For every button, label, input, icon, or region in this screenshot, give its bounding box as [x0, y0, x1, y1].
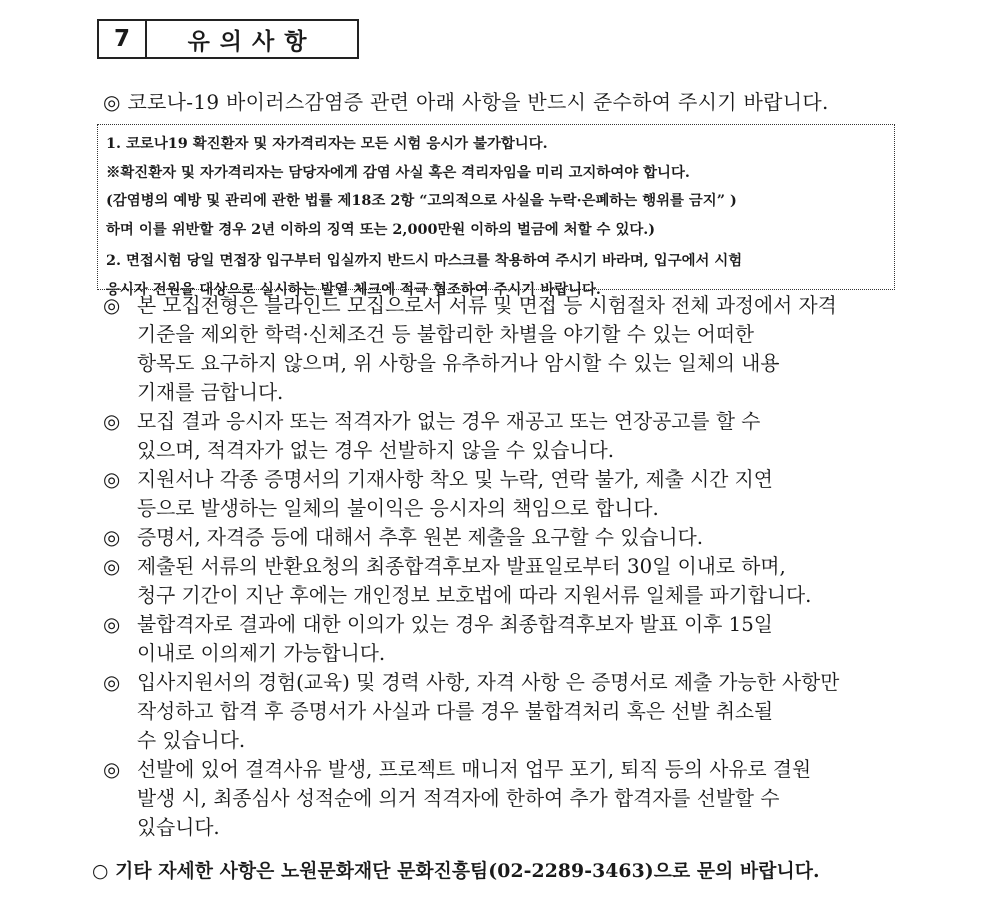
bullet-item — [103, 291, 903, 407]
covid-notice-box — [97, 124, 895, 298]
notice-line: 2. 면접시험 당일 면접장 입구부터 입실까지 반드시 마스크를 착용하여 주시기 바라며, 입구에서 시험 — [106, 252, 743, 270]
section-number: 7 — [99, 21, 147, 57]
intro-line — [103, 86, 829, 115]
bullet-marker: ◎ — [103, 613, 121, 636]
notice-line: (감염병의 예방 및 관리에 관한 법률 제18조 2항 “고의적으로 사실을 누락·은폐하는 행위를 금지” ) — [106, 192, 737, 210]
bullet-marker: ◎ — [103, 758, 121, 781]
bullet-line: 있습니다. — [137, 816, 220, 839]
bullet-marker: ◎ — [103, 555, 121, 578]
notice-line: 응시자 전원을 대상으로 실시하는 발열 체크에 적극 협조하여 주시기 바랍니다. — [106, 280, 601, 298]
bullet-line: 본 모집전형은 블라인드 모집으로서 서류 및 면접 등 시험절차 전체 과정에서 자격 — [137, 294, 837, 317]
bullet-item — [103, 610, 903, 668]
bullet-line: 불합격자로 결과에 대한 이의가 있는 경우 최종합격후보자 발표 이후 15일 — [137, 613, 773, 636]
notice-bullet-list — [103, 291, 903, 842]
bullet-line: 등으로 발생하는 일체의 불이익은 응시자의 책임으로 합니다. — [137, 497, 659, 520]
bullet-item — [103, 465, 903, 523]
bullet-item — [103, 552, 903, 610]
footer-text: 기타 자세한 사항은 노원문화재단 문화진흥팀(02-2289-3463)으로 문의 바랍니다. — [115, 860, 820, 882]
bullet-line: 증명서, 자격증 등에 대해서 추후 원본 제출을 요구할 수 있습니다. — [137, 526, 703, 549]
bullet-marker: ◎ — [103, 671, 121, 694]
bullet-line: 기재를 금합니다. — [137, 381, 284, 404]
bullet-marker: ◎ — [103, 526, 121, 549]
bullet-line: 선발에 있어 결격사유 발생, 프로젝트 매니저 업무 포기, 퇴직 등의 사유로 결원 — [137, 758, 812, 781]
bullet-line: 이내로 이의제기 가능합니다. — [137, 642, 386, 665]
footer-marker: ○ — [92, 860, 109, 882]
bullet-line: 지원서나 각종 증명서의 기재사항 착오 및 누락, 연락 불가, 제출 시간 지연 — [137, 468, 773, 491]
bullet-item — [103, 755, 903, 842]
bullet-line: 기준을 제외한 학력·신체조건 등 불합리한 차별을 야기할 수 있는 어떠한 — [137, 323, 755, 346]
bullet-line: 발생 시, 최종심사 성적순에 의거 적격자에 한하여 추가 합격자를 선발할 수 — [137, 787, 780, 810]
bullet-item — [103, 407, 903, 465]
bullet-marker: ◎ — [103, 410, 121, 433]
bullet-line: 제출된 서류의 반환요청의 최종합격후보자 발표일로부터 30일 이내로 하며, — [137, 555, 786, 578]
notice-line: ※확진환자 및 자가격리자는 담당자에게 감염 사실 혹은 격리자임을 미리 고지하여야 합니다. — [106, 163, 690, 181]
bullet-line: 작성하고 합격 후 증명서가 사실과 다를 경우 불합격처리 혹은 선발 취소될 — [137, 700, 774, 723]
section-header — [97, 19, 359, 59]
bullet-marker: ◎ — [103, 468, 121, 491]
bullet-line: 입사지원서의 경험(교육) 및 경력 사항, 자격 사항 은 증명서로 제출 가능한 사항만 — [137, 671, 840, 694]
intro-marker: ◎ — [103, 90, 121, 114]
bullet-line: 청구 기간이 지난 후에는 개인정보 보호법에 따라 지원서류 일체를 파기합니다. — [137, 584, 812, 607]
notice-line: 하며 이를 위반할 경우 2년 이하의 징역 또는 2,000만원 이하의 벌금에 처할 수 있다.) — [106, 220, 656, 238]
bullet-line: 항목도 요구하지 않으며, 위 사항을 유추하거나 암시할 수 있는 일체의 내용 — [137, 352, 780, 375]
bullet-line: 모집 결과 응시자 또는 적격자가 없는 경우 재공고 또는 연장공고를 할 수 — [137, 410, 761, 433]
bullet-marker: ◎ — [103, 294, 121, 317]
footer-contact — [92, 856, 820, 883]
bullet-item — [103, 668, 903, 755]
bullet-item — [103, 523, 903, 552]
notice-line: 1. 코로나19 확진환자 및 자가격리자는 모든 시험 응시가 불가합니다. — [106, 135, 548, 152]
bullet-line: 있으며, 적격자가 없는 경우 선발하지 않을 수 있습니다. — [137, 439, 614, 462]
section-title: 유의사항 — [187, 28, 317, 55]
bullet-line: 수 있습니다. — [137, 729, 246, 752]
intro-text: 코로나-19 바이러스감염증 관련 아래 사항을 반드시 준수하여 주시기 바랍니다. — [127, 90, 829, 114]
